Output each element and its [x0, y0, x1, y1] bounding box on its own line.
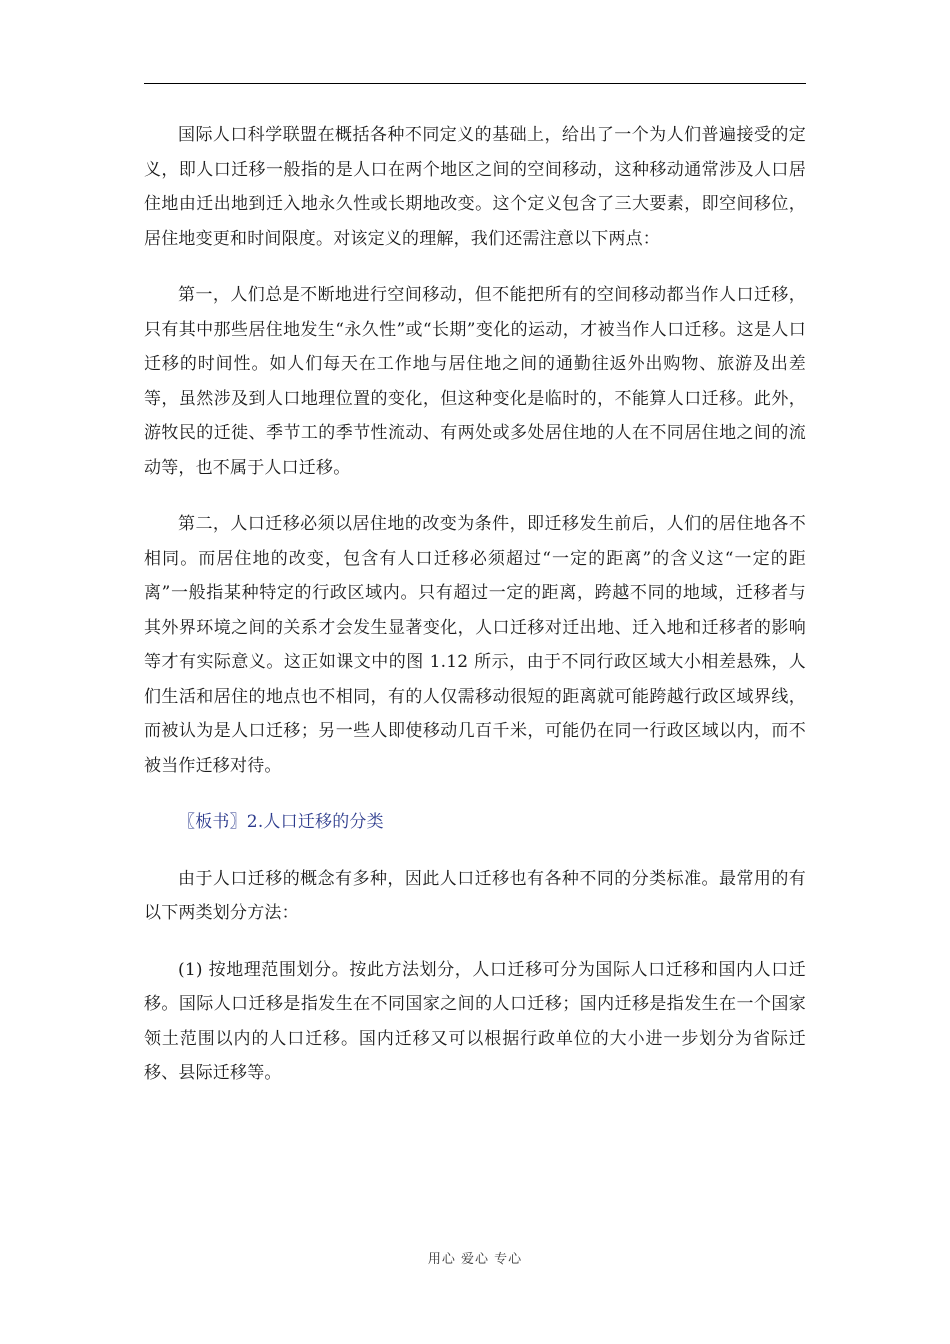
paragraph-definition: 国际人口科学联盟在概括各种不同定义的基础上，给出了一个为人们普遍接受的定义，即人口迁移一般指的是人口在两个地区之间的空间移动，这种移动通常涉及人口居住地由迁出地到迁入地永久性或长期地改变。这个定义包含了三大要素，即空间移位，居住地变更和时间限度。对该定义的理解，我们还需注意以下两点： — [144, 125, 806, 249]
paragraph-point-two: 第二，人口迁移必须以居住地的改变为条件，即迁移发生前后，人们的居住地各不相同。而居住地的改变，包含有人口迁移必须超过“一定的距离”的含义这“一定的距离”一般指某种特定的行政区域内。只有超过一定的距离，跨越不同的地域，迁移者与其外界环境之间的关系才会发生显著变化，人口迁移对迁出地、迁入地和迁移者的影响等才有实际意义。这正如课文中的图 1.12 所示，由于不同行政区域大小相差悬殊，人们生活和居住的地点也不相同，有的人仅需移动很短的距离就可能跨越行政区域界线，而被认为是人口迁移；另一些人即使移动几百千米，可能仍在同一行政区域以内，而不被当作迁移对待。 — [144, 514, 806, 776]
paragraph-classification-intro: 由于人口迁移的概念有多种，因此人口迁移也有各种不同的分类标准。最常用的有以下两类划分方法： — [144, 868, 806, 923]
document-body — [144, 118, 806, 1113]
paragraph-point-one: 第一，人们总是不断地进行空间移动，但不能把所有的空间移动都当作人口迁移，只有其中那些居住地发生“永久性”或“长期”变化的运动，才被当作人口迁移。这是人口迁移的时间性。如人们每天在工作地与居住地之间的通勤往返外出购物、旅游及出差等，虽然涉及到人口地理位置的变化，但这种变化是临时的，不能算人口迁移。此外，游牧民的迁徙、季节工的季节性流动、有两处或多处居住地的人在不同居住地之间的流动等，也不属于人口迁移。 — [144, 285, 806, 478]
board-heading: 〖板书〗2.人口迁移的分类 — [178, 812, 384, 832]
page-footer: 用心 爱心 专心 — [427, 1252, 523, 1267]
header-rule — [144, 83, 806, 84]
paragraph-geographic-scope: (1) 按地理范围划分。按此方法划分，人口迁移可分为国际人口迁移和国内人口迁移。国际人口迁移是指发生在不同国家之间的人口迁移；国内迁移是指发生在一个国家领土范围以内的人口迁移。国内迁移又可以根据行政单位的大小进一步划分为省际迁移、县际迁移等。 — [144, 959, 806, 1083]
